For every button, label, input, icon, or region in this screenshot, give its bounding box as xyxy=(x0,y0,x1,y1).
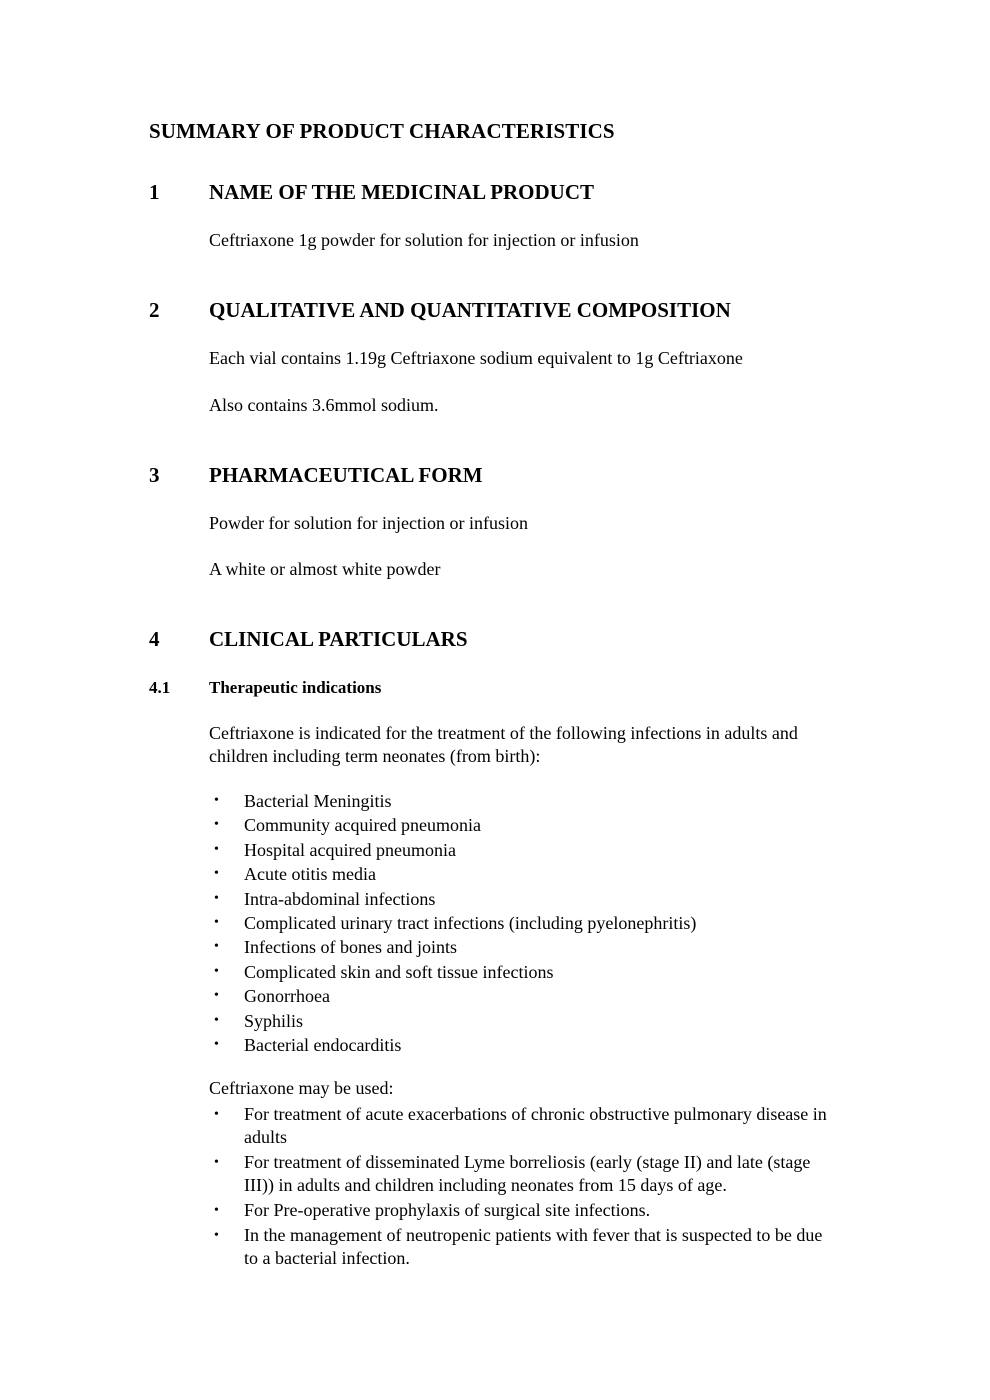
section-2-text-2: Also contains 3.6mmol sodium. xyxy=(209,395,439,415)
bullet-icon: • xyxy=(214,939,219,955)
section-1-text: Ceftriaxone 1g powder for solution for injection or infusion xyxy=(209,230,639,250)
bullet-icon: • xyxy=(214,1012,219,1028)
list-item: • For treatment of disseminated Lyme borreliosis (early (stage II) and late (stage III)) in adults and children including neonates from 15 days of age. xyxy=(214,1152,811,1195)
bullet-icon: • xyxy=(214,915,219,931)
section-2-title: QUALITATIVE AND QUANTITATIVE COMPOSITION xyxy=(209,298,731,322)
bullet-icon: • xyxy=(214,963,219,979)
list-item: • Complicated skin and soft tissue infections xyxy=(209,960,839,984)
subsection-4-1-number: 4.1 xyxy=(149,678,171,697)
section-3-text-2: A white or almost white powder xyxy=(209,559,441,579)
subsection-4-1-title: Therapeutic indications xyxy=(209,678,382,697)
list-item: • Bacterial endocarditis xyxy=(209,1033,839,1057)
list-item: • For treatment of acute exacerbations of chronic obstructive pulmonary disease in adults xyxy=(214,1104,827,1147)
indications-list xyxy=(209,789,839,1057)
list-item: • Hospital acquired pneumonia xyxy=(209,838,839,862)
list-item: • For Pre-operative prophylaxis of surgical site infections. xyxy=(214,1200,651,1220)
indications-intro: Ceftriaxone is indicated for the treatment of the following infections in adults and children including term neonates (from birth): xyxy=(209,723,798,766)
bullet-icon: • xyxy=(214,1203,219,1218)
may-be-used-intro: Ceftriaxone may be used: xyxy=(209,1078,394,1098)
list-item: • Intra-abdominal infections xyxy=(209,887,839,911)
section-1-title: NAME OF THE MEDICINAL PRODUCT xyxy=(209,180,595,204)
bullet-icon: • xyxy=(214,988,219,1004)
bullet-icon: • xyxy=(214,866,219,882)
section-4-number: 4 xyxy=(149,627,160,651)
bullet-icon: • xyxy=(214,817,219,833)
section-1-number: 1 xyxy=(149,180,160,204)
list-item: • Complicated urinary tract infections (including pyelonephritis) xyxy=(209,911,839,935)
section-3-title: PHARMACEUTICAL FORM xyxy=(209,463,483,487)
list-item: • Gonorrhoea xyxy=(209,984,839,1008)
section-4-title: CLINICAL PARTICULARS xyxy=(209,627,468,651)
bullet-icon: • xyxy=(214,890,219,906)
list-item: • Community acquired pneumonia xyxy=(209,813,839,837)
list-item: • In the management of neutropenic patients with fever that is suspected to be due to a bacterial infection. xyxy=(214,1225,823,1268)
list-item: • Acute otitis media xyxy=(209,862,839,886)
list-item: • Infections of bones and joints xyxy=(209,935,839,959)
bullet-icon: • xyxy=(214,1228,219,1243)
bullet-icon: • xyxy=(214,1107,219,1122)
bullet-icon: • xyxy=(214,1037,219,1053)
section-3-number: 3 xyxy=(149,463,160,487)
bullet-icon: • xyxy=(214,841,219,857)
list-item: • Bacterial Meningitis xyxy=(209,789,839,813)
may-be-used-list xyxy=(209,1103,839,1272)
bullet-icon: • xyxy=(214,1155,219,1170)
list-item: • Syphilis xyxy=(209,1009,839,1033)
section-2-number: 2 xyxy=(149,298,160,322)
section-2-text-1: Each vial contains 1.19g Ceftriaxone sodium equivalent to 1g Ceftriaxone xyxy=(209,348,743,368)
document-title: SUMMARY OF PRODUCT CHARACTERISTICS xyxy=(149,119,615,143)
bullet-icon: • xyxy=(214,793,219,808)
section-3-text-1: Powder for solution for injection or infusion xyxy=(209,513,528,533)
